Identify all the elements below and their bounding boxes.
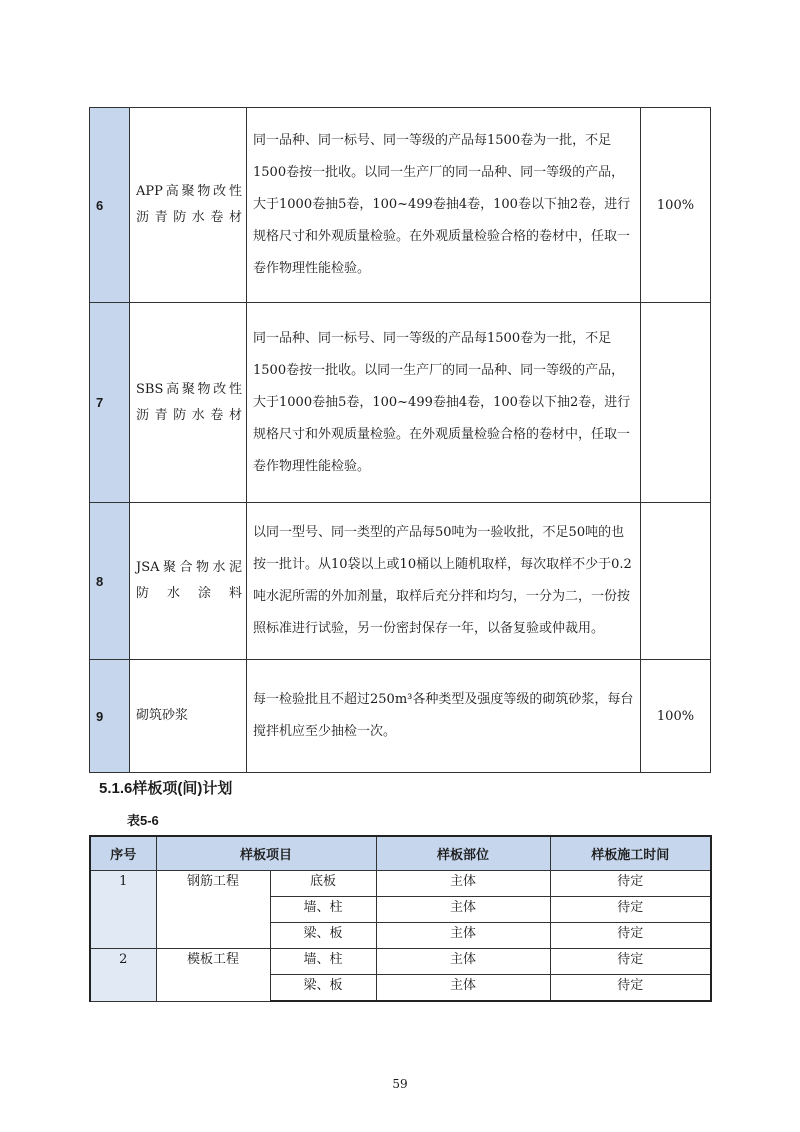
sample-time: 待定 bbox=[550, 975, 711, 1002]
sample-part: 梁、板 bbox=[270, 923, 376, 949]
material-name bbox=[130, 503, 247, 660]
material-name-line: 沥青防水卷材 bbox=[136, 210, 242, 225]
sample-location: 主体 bbox=[376, 975, 550, 1002]
sample-part: 梁、板 bbox=[270, 975, 376, 1002]
table-row bbox=[90, 108, 711, 303]
table-caption: 表5-6 bbox=[127, 813, 159, 828]
sample-time: 待定 bbox=[550, 923, 711, 949]
sample-location: 主体 bbox=[376, 949, 550, 975]
material-name-line: APP高聚物改性 bbox=[136, 184, 242, 199]
material-name bbox=[130, 660, 247, 773]
sampling-rule: 同一品种、同一标号、同一等级的产品每1500卷为一批，不足1500卷按一批收。以同一生产厂的同一品种、同一等级的产品，大于1000卷抽5卷，100~499卷抽4卷，100卷以下抽2卷，进行规格尺寸和外观质量检验。在外观质量检验合格的卷材中，任取一卷作物理性能检验。 bbox=[247, 108, 641, 303]
page-number: 59 bbox=[392, 1077, 408, 1091]
table-row bbox=[90, 660, 711, 773]
sample-time: 待定 bbox=[550, 949, 711, 975]
row-index: 2 bbox=[90, 949, 156, 1002]
sample-project: 模板工程 bbox=[156, 949, 270, 1002]
sampling-rate: 100% bbox=[641, 108, 711, 303]
row-number: 9 bbox=[90, 660, 130, 773]
material-name bbox=[130, 108, 247, 303]
sample-project: 钢筋工程 bbox=[156, 871, 270, 949]
sample-location: 主体 bbox=[376, 871, 550, 897]
sampling-rate bbox=[641, 503, 711, 660]
table-row bbox=[90, 949, 711, 975]
header-location: 样板部位 bbox=[376, 836, 550, 871]
material-name bbox=[130, 303, 247, 503]
row-number: 7 bbox=[90, 303, 130, 503]
header-time: 样板施工时间 bbox=[550, 836, 711, 871]
material-name-line: 防水涂料 bbox=[136, 586, 242, 601]
section-title: 5.1.6样板项(间)计划 bbox=[99, 780, 233, 797]
row-index: 1 bbox=[90, 871, 156, 949]
sample-plan-table bbox=[89, 835, 712, 1002]
row-number: 6 bbox=[90, 108, 130, 303]
header-index: 序号 bbox=[90, 836, 156, 871]
sample-part: 底板 bbox=[270, 871, 376, 897]
sample-part: 墙、柱 bbox=[270, 949, 376, 975]
table-row bbox=[90, 503, 711, 660]
sample-time: 待定 bbox=[550, 871, 711, 897]
sampling-rule: 以同一型号、同一类型的产品每50吨为一验收批，不足50吨的也按一批计。从10袋以上或10桶以上随机取样，每次取样不少于0.2吨水泥所需的外加剂量，取样后充分拌和均匀，一分为二，一份按照标准进行试验，另一份密封保存一年，以备复验或仲裁用。 bbox=[247, 503, 641, 660]
table-row bbox=[90, 871, 711, 897]
header-project: 样板项目 bbox=[156, 836, 376, 871]
material-name-line: SBS高聚物改性 bbox=[136, 381, 242, 397]
row-number: 8 bbox=[90, 503, 130, 660]
sampling-rate: 100% bbox=[641, 660, 711, 773]
sample-part: 墙、柱 bbox=[270, 897, 376, 923]
sample-location: 主体 bbox=[376, 897, 550, 923]
sampling-rate bbox=[641, 303, 711, 503]
sampling-rule: 每一检验批且不超过250m³各种类型及强度等级的砌筑砂浆，每台搅拌机应至少抽检一次。 bbox=[247, 660, 641, 773]
material-name-line: JSA聚合物水泥 bbox=[136, 560, 242, 575]
sample-time: 待定 bbox=[550, 897, 711, 923]
header-row bbox=[90, 836, 711, 871]
sampling-rule: 同一品种、同一标号、同一等级的产品每1500卷为一批，不足1500卷按一批收。以同一生产厂的同一品种、同一等级的产品，大于1000卷抽5卷，100~499卷抽4卷，100卷以下抽2卷，进行规格尺寸和外观质量检验。在外观质量检验合格的卷材中，任取一卷作物理性能检验。 bbox=[247, 303, 641, 503]
material-name-line: 砌筑砂浆 bbox=[136, 708, 189, 723]
sample-location: 主体 bbox=[376, 923, 550, 949]
table-row bbox=[90, 303, 711, 503]
inspection-table bbox=[89, 107, 711, 773]
material-name-line: 沥青防水卷材 bbox=[136, 407, 242, 423]
